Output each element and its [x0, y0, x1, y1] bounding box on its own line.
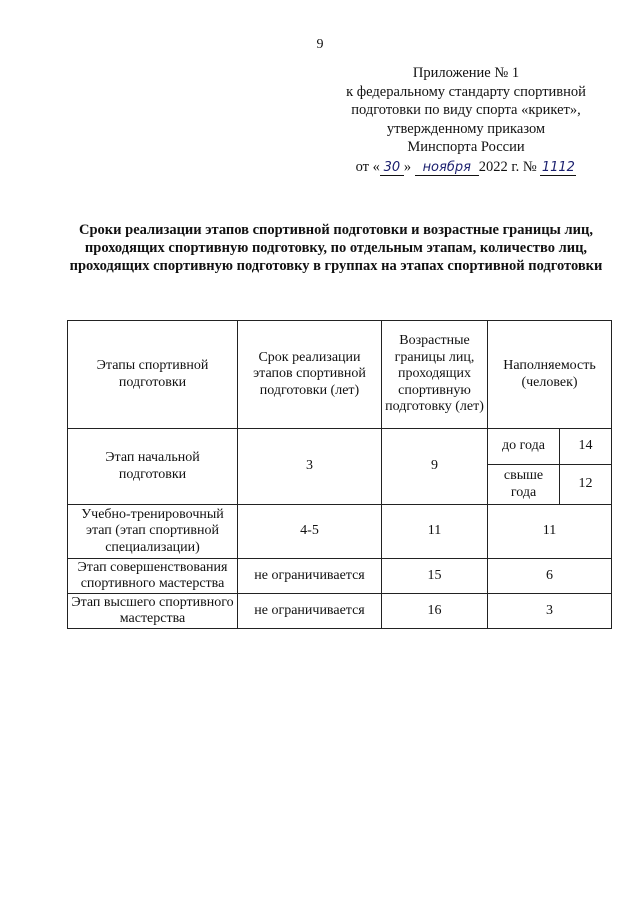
date-prefix: от « [355, 158, 380, 175]
appendix-sport: подготовки по виду спорта «крикет», [351, 102, 581, 118]
appendix-header [330, 64, 602, 176]
sub-value-cell: 14 [560, 429, 612, 465]
table-row [68, 594, 612, 629]
header-stages: Этапы спортивной подготовки [68, 321, 238, 429]
header-age: Возрастные границы лиц, проходящих спортивную подготовку (лет) [382, 321, 488, 429]
stage-cell: Этап совершенствования спортивного мастерства [68, 559, 238, 594]
duration-cell: не ограничивается [238, 559, 382, 594]
stage-cell: Этап высшего спортивного мастерства [68, 594, 238, 629]
age-cell: 15 [382, 559, 488, 594]
age-cell: 9 [382, 429, 488, 505]
date-mid: » [403, 158, 412, 175]
sub-value-cell: 12 [560, 465, 612, 505]
age-cell: 11 [382, 505, 488, 559]
date-year: 2022 г. № [478, 158, 537, 175]
table-header-row [68, 321, 612, 429]
handwritten-day: 30 [380, 160, 404, 176]
handwritten-order-number: 1112 [541, 159, 575, 175]
capacity-cell: 6 [488, 559, 612, 594]
appendix-approved: утвержденному приказом [386, 120, 546, 137]
header-duration: Срок реализации этапов спортивной подготовки (лет) [238, 321, 382, 429]
table-row [68, 559, 612, 594]
handwritten-month: ноября [415, 160, 479, 176]
sub-label-cell: до года [488, 429, 560, 465]
header-capacity: Наполняемость (человек) [488, 321, 612, 429]
appendix-standard: к федеральному стандарту спортивной [346, 83, 586, 100]
capacity-cell: 3 [488, 594, 612, 629]
duration-cell: 3 [238, 429, 382, 505]
duration-cell: 4-5 [238, 505, 382, 559]
sub-label-cell: свыше года [488, 465, 560, 505]
age-cell: 16 [382, 594, 488, 629]
page-number: 9 [316, 37, 324, 52]
table-row [68, 505, 612, 559]
appendix-title: Приложение № 1 [412, 65, 520, 81]
table-row [68, 429, 612, 465]
stages-table [67, 320, 612, 629]
appendix-ministry: Минспорта России [407, 139, 525, 155]
duration-cell: не ограничивается [238, 594, 382, 629]
document-title: Сроки реализации этапов спортивной подготовки и возрастные границы лиц, проходящих спортивную подготовку, по отдельным этапам, количество лиц, проходящих спортивную подготовку в группах на этапах спортивной подготовки [69, 222, 603, 274]
capacity-cell: 11 [488, 505, 612, 559]
stage-cell: Этап начальной подготовки [68, 429, 238, 505]
stage-cell: Учебно-тренировочный этап (этап спортивной специализации) [68, 505, 238, 559]
appendix-date-line [330, 158, 602, 177]
